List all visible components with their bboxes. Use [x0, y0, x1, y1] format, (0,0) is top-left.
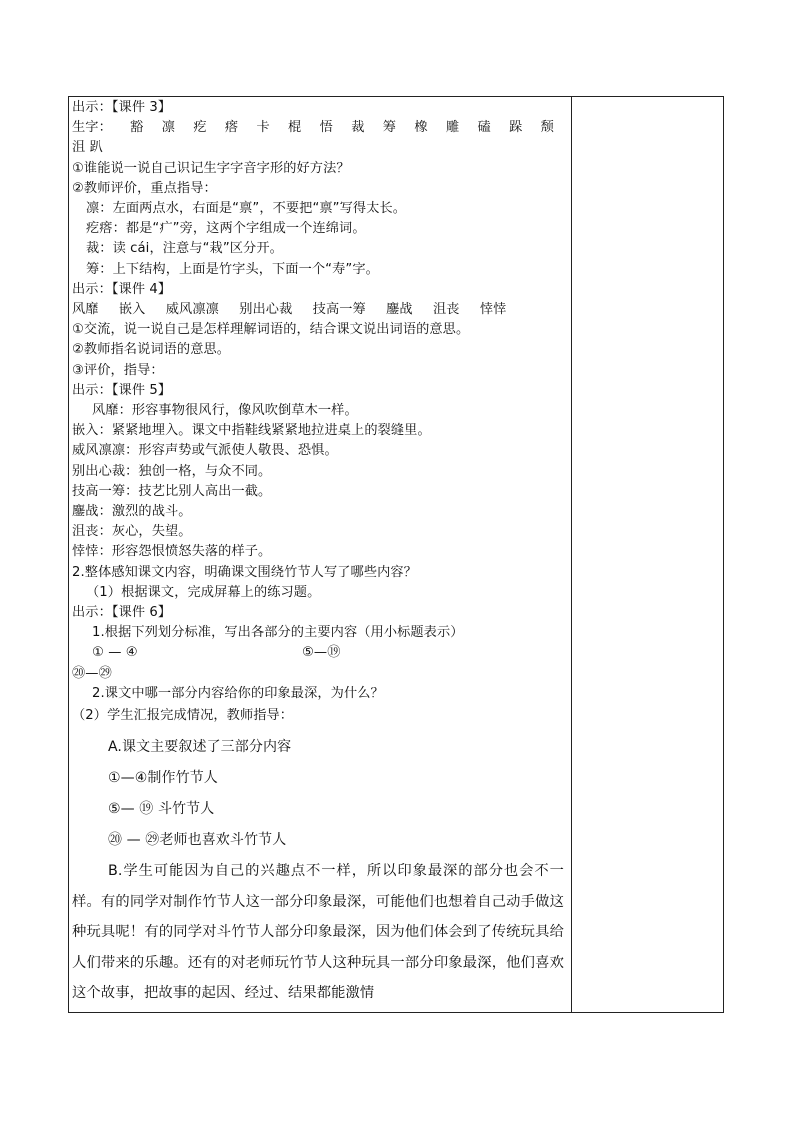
text-line: ③评价，指导： — [72, 362, 164, 378]
char: 凛 — [161, 120, 176, 136]
text-line: 筹：上下结构，上面是竹字头，下面一个“寿”字。 — [86, 261, 379, 277]
definition-line: 别出心裁：独创一格，与众不同。 — [72, 463, 272, 479]
lesson-content-cell — [69, 97, 572, 1012]
text-line: ①交流，说一说自己是怎样理解词语的，结合课文说出词语的意思。 — [72, 322, 470, 338]
definition-line: 鏖战：激烈的战斗。 — [72, 504, 192, 520]
definition-line: 嵌入：紧紧地埋入。课文中指鞋线紧紧地拉进桌上的裂缝里。 — [72, 423, 431, 439]
summary-line: ⑳ — ㉙老师也喜欢斗竹节人 — [108, 832, 287, 849]
definition-line: 技高一筹：技艺比别人高出一截。 — [72, 483, 272, 499]
text-line: （1）根据课文，完成屏幕上的练习题。 — [86, 584, 321, 600]
text-line: 凛：左面两点水，右面是“禀”，不要把“禀”写得太长。 — [86, 201, 407, 217]
vocab-word: 风靡 — [72, 302, 99, 318]
text-line: 1.根据下列划分标准，写出各部分的主要内容（用小标题表示） — [92, 625, 464, 641]
text-line: 疙瘩：都是“疒”旁，这两个字组成一个连绵词。 — [86, 221, 366, 237]
char: 裁 — [351, 120, 365, 136]
text-line: 裁：读 cái，注意与“栽”区分开。 — [86, 241, 283, 257]
char: 豁 — [130, 120, 144, 136]
new-characters-continued: 沮 趴 — [72, 140, 103, 156]
char: 筹 — [382, 120, 397, 136]
char: 雕 — [445, 120, 460, 136]
char: 橡 — [414, 120, 428, 136]
vocab-word: 威风凛凛 — [165, 302, 219, 318]
explanation-paragraph: B.学生可能因为自己的兴趣点不一样，所以印象最深的部分也会不一样。有的同学对制作竹节人这一部分印象最深，可能他们也想着自己动手做这种玩具呢！有的同学对斗竹节人部分印象最深，因为他们体会到了传统玩具给人们带来的乐趣。还有的对老师玩竹节人这种玩具一部分印象最深，他们喜欢这个故事，把故事的起因、经过、结果都能激情 — [72, 863, 564, 1002]
vocab-word: 技高一筹 — [312, 302, 366, 318]
char: 悟 — [319, 120, 333, 136]
vocab-word: 悻悻 — [479, 302, 507, 318]
division-part-1: ① — ④ — [92, 645, 138, 661]
summary-line: A.课文主要叙述了三部分内容 — [108, 739, 292, 756]
division-part-3: ⑳—㉙ — [72, 665, 112, 681]
char: 瘩 — [224, 120, 239, 136]
text-line: ②教师指名说词语的意思。 — [72, 342, 231, 358]
char: 颓 — [540, 120, 554, 136]
char: 疙 — [193, 120, 207, 136]
definition-line: 悻悻：形容怨恨愤怒失落的样子。 — [72, 544, 272, 560]
text-line: （2）学生汇报完成情况，教师指导： — [72, 708, 294, 724]
vocab-word: 鏖战 — [386, 302, 413, 318]
courseware-3-heading: 出示：【课件 3】 — [72, 100, 172, 115]
definition-line: 风靡：形容事物很风行，像风吹倒草木一样。 — [92, 403, 358, 419]
summary-line: ⑤— ⑲ 斗竹节人 — [108, 801, 215, 818]
lesson-content — [69, 97, 571, 1009]
definition-line: 沮丧：灰心，失望。 — [72, 524, 192, 540]
division-row — [72, 643, 568, 663]
vocabulary-row — [72, 300, 568, 320]
char: 卡 — [256, 120, 270, 136]
definition-line: 威风凛凛：形容声势或气派使人敬畏、恐惧。 — [72, 443, 338, 459]
text-line: ①谁能说一说自己识记生字字音字形的好方法？ — [72, 160, 350, 176]
division-part-2: ⑤—⑲ — [302, 645, 341, 661]
new-characters-label: 生字： — [72, 120, 112, 136]
char: 跺 — [509, 120, 523, 136]
notes-cell — [572, 97, 723, 1012]
courseware-6-heading: 出示：【课件 6】 — [72, 605, 172, 621]
vocab-word: 沮丧 — [432, 302, 460, 318]
summary-line: ①—④制作竹节人 — [108, 770, 218, 787]
text-line: ②教师评价，重点指导： — [72, 180, 217, 196]
section-heading: 2.整体感知课文内容，明确课文围绕竹节人写了哪些内容？ — [72, 564, 417, 580]
text-line: 2.课文中哪一部分内容给你的印象最深，为什么？ — [92, 685, 384, 701]
courseware-5-heading: 出示：【课件 5】 — [72, 382, 172, 398]
char: 棍 — [288, 120, 302, 136]
new-characters-row — [72, 118, 568, 138]
lesson-table — [68, 96, 724, 1013]
char: 磕 — [477, 120, 491, 136]
vocab-word: 嵌入 — [118, 302, 146, 318]
courseware-4-heading: 出示：【课件 4】 — [72, 281, 172, 297]
vocab-word: 别出心裁 — [239, 302, 293, 318]
